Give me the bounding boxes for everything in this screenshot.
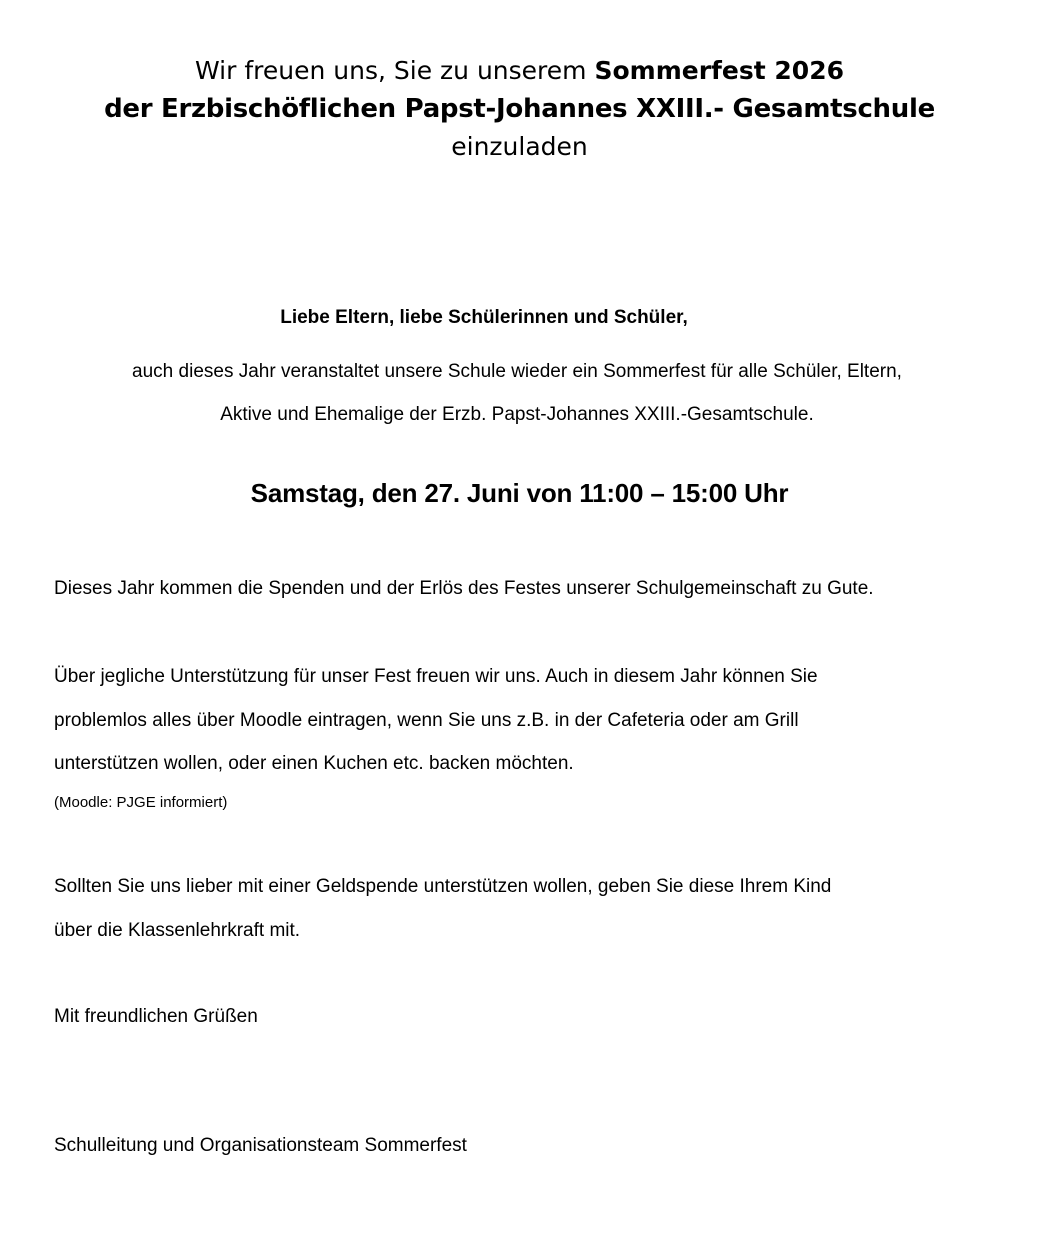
greeting: Liebe Eltern, liebe Schülerinnen und Schüler, — [280, 307, 688, 328]
paragraph-line: Dieses Jahr kommen die Spenden und der Erlös des Festes unserer Schulgemeinschaft zu Gute. — [54, 578, 874, 599]
intro-line: Aktive und Ehemalige der Erzb. Papst-Johannes XXIII.-Gesamtschule. — [220, 404, 814, 425]
paragraph-line: unterstützen wollen, oder einen Kuchen etc. backen möchten. — [54, 753, 574, 774]
closing-salutation: Mit freundlichen Grüßen — [54, 1006, 258, 1027]
event-name: Sommerfest 2026 — [594, 56, 844, 85]
school-name: der Erzbischöflichen Papst-Johannes XXIII.- Gesamtschule — [104, 94, 935, 124]
paragraph-line: problemlos alles über Moodle eintragen, wenn Sie uns z.B. in der Cafeteria oder am Grill — [54, 709, 799, 731]
money-donation-paragraph — [54, 865, 994, 952]
donation-paragraph — [54, 567, 994, 611]
invitation-header — [0, 52, 1039, 166]
header-line-1 — [0, 52, 1039, 90]
support-paragraph — [54, 655, 994, 786]
intro-line: auch dieses Jahr veranstaltet unsere Schule wieder ein Sommerfest für alle Schüler, Eltern, — [132, 361, 902, 382]
event-date: Samstag, den 27. Juni von 11:00 – 15:00 Uhr — [250, 478, 789, 508]
signature: Schulleitung und Organisationsteam Sommerfest — [54, 1135, 467, 1156]
paragraph-line: Sollten Sie uns lieber mit einer Geldspende unterstützen wollen, geben Sie diese Ihrem Kind — [54, 876, 832, 897]
paragraph-line: Über jegliche Unterstützung für unser Fest freuen wir uns. Auch in diesem Jahr können Sie — [54, 666, 818, 687]
intro-paragraph — [0, 350, 1034, 436]
header-line-1-text: Wir freuen uns, Sie zu unserem — [195, 56, 595, 85]
header-line-3: einzuladen — [451, 132, 588, 161]
paragraph-line: über die Klassenlehrkraft mit. — [54, 919, 301, 941]
moodle-note: (Moodle: PJGE informiert) — [54, 794, 228, 811]
